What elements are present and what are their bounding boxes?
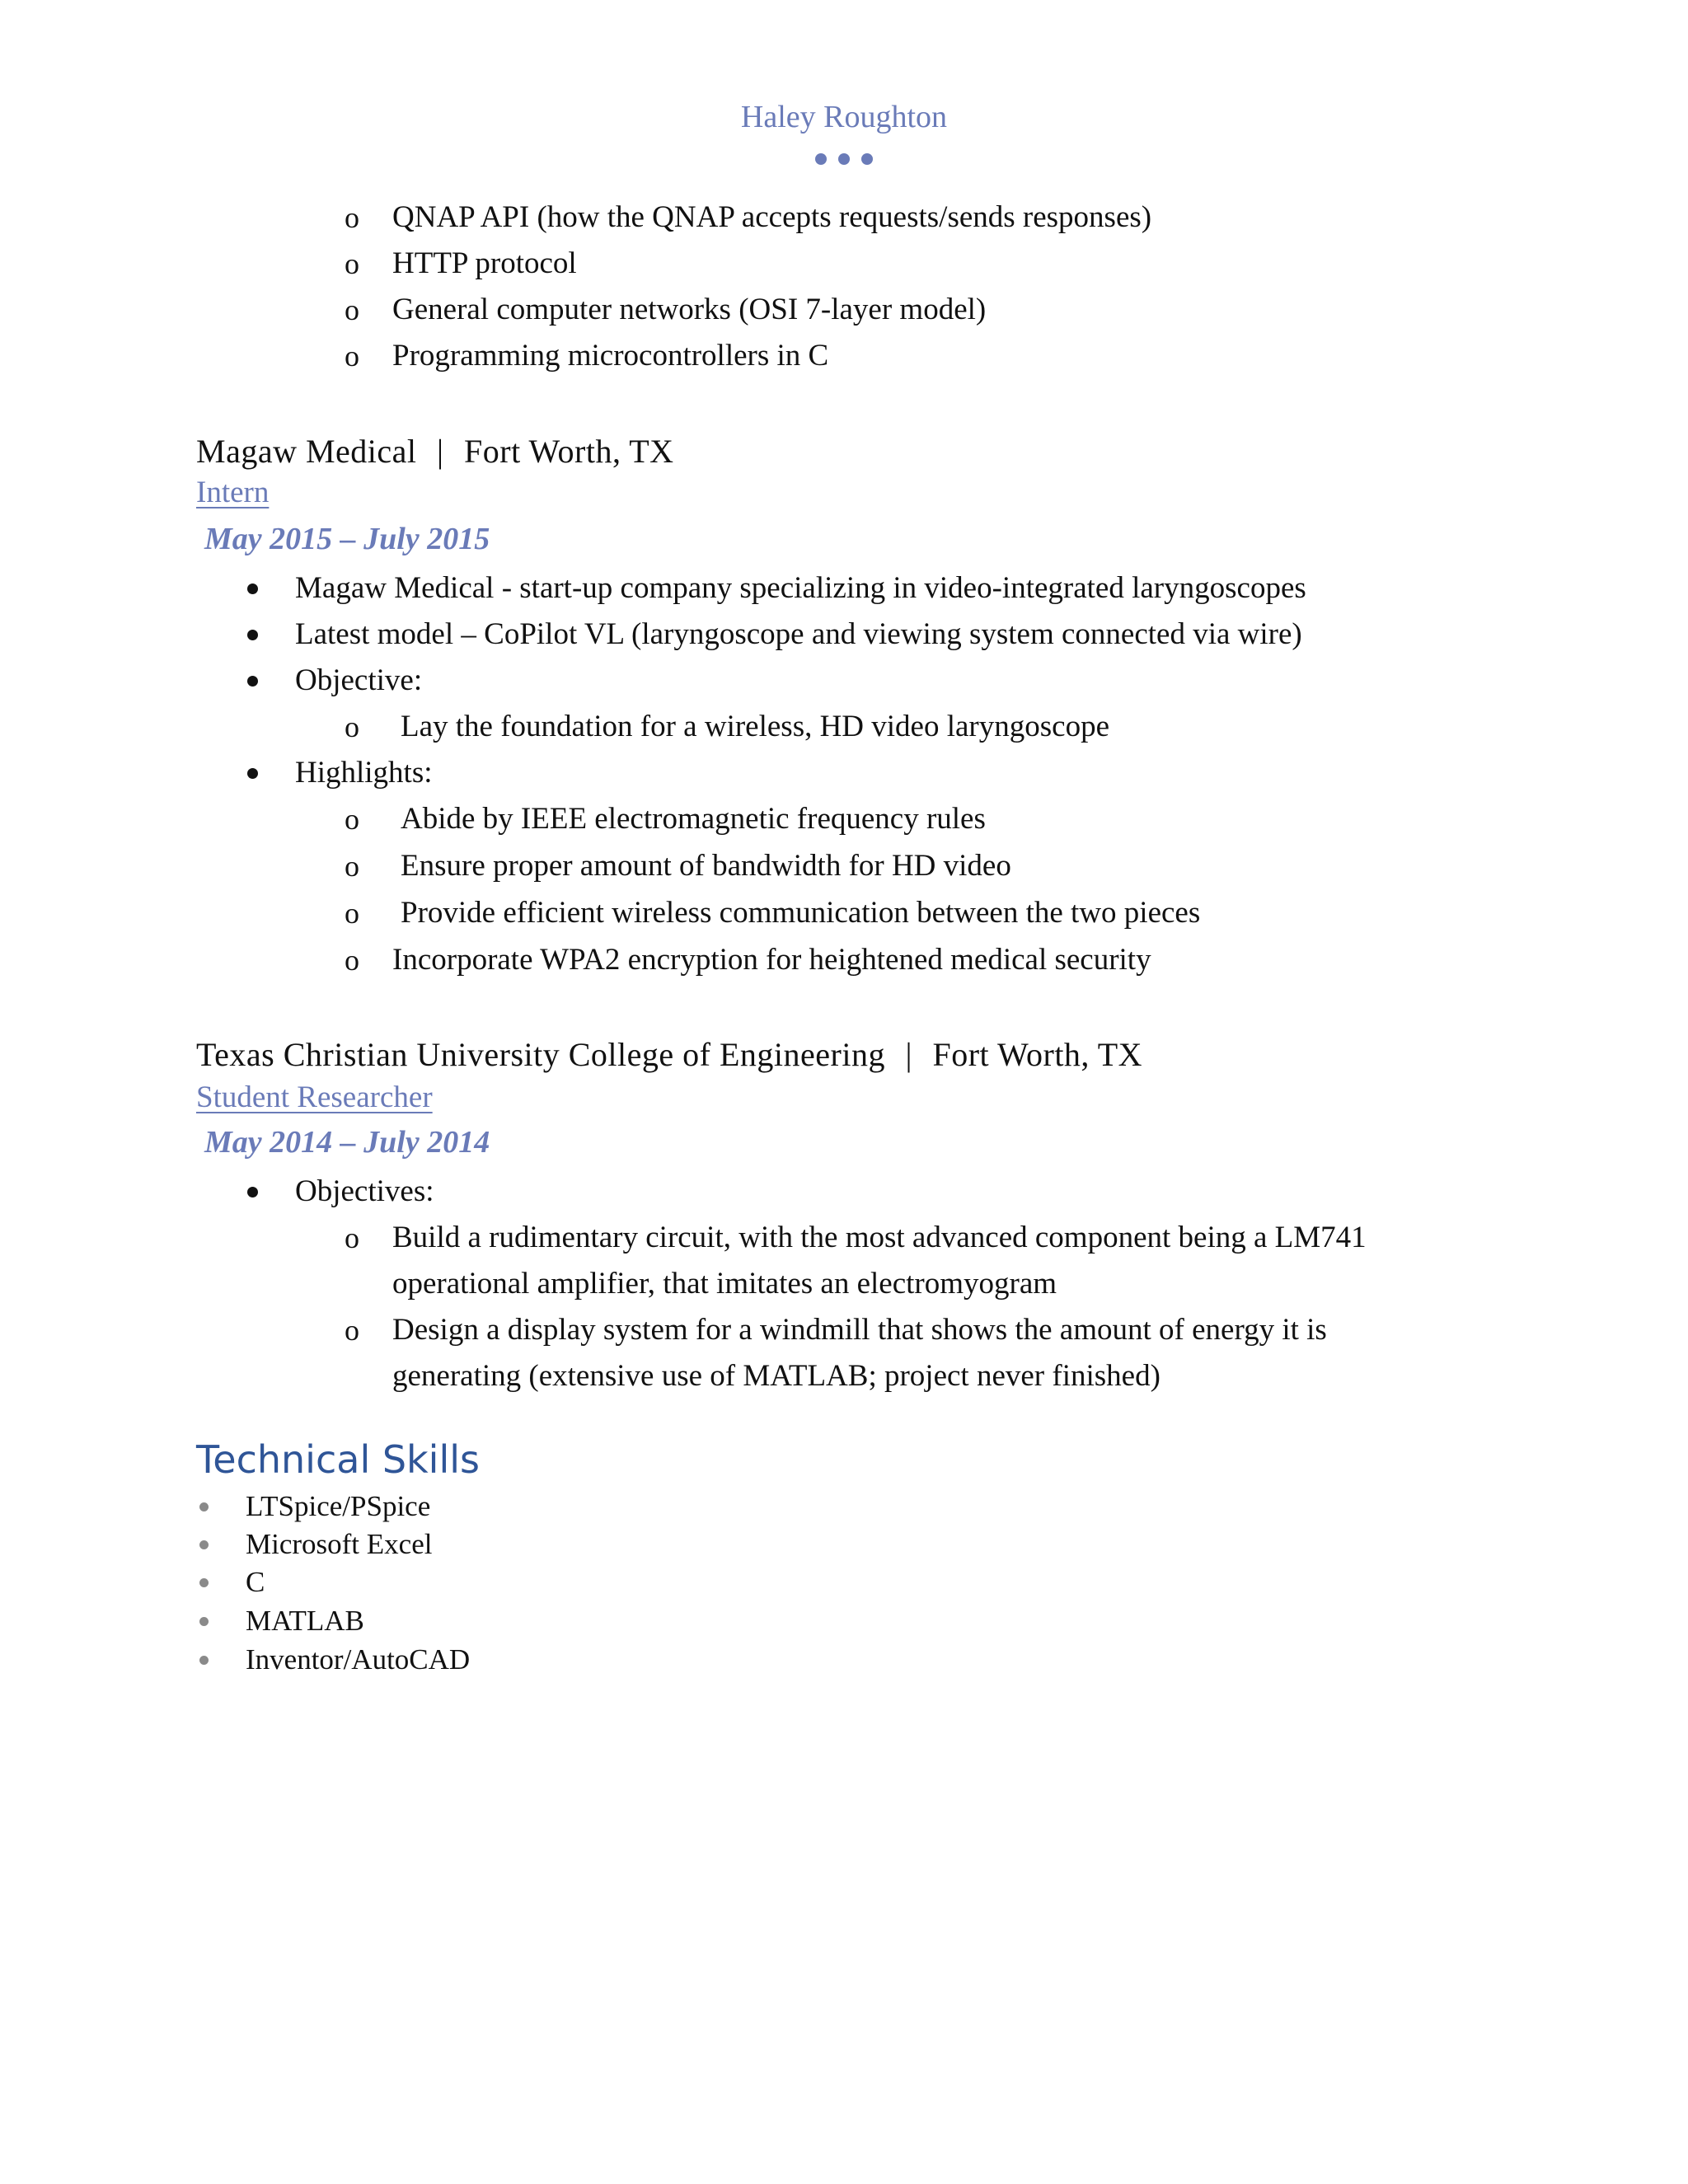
header-dot <box>861 153 873 165</box>
job-company-line <box>196 1035 1142 1075</box>
list-item-line: Build a rudimentary circuit, with the most advanced component being a LM741 <box>392 1221 1367 1254</box>
job-dates: May 2015 – July 2015 <box>204 522 490 556</box>
header-dot <box>815 153 827 165</box>
list-item: Magaw Medical - start-up company specializing in video-integrated laryngoscopes <box>295 571 1306 605</box>
list-item: Objective: <box>295 663 423 697</box>
bullet-marker <box>247 630 258 640</box>
sub-bullet-marker: o <box>345 340 359 373</box>
sub-bullet-marker: o <box>345 897 359 930</box>
skill-bullet-marker <box>199 1656 209 1665</box>
sub-bullet-marker: o <box>345 803 359 836</box>
sub-bullet-marker: o <box>345 1221 359 1254</box>
header-dots-decoration <box>0 153 1688 165</box>
bullet-marker <box>247 583 258 594</box>
job-role: Intern <box>196 476 270 509</box>
skill-item: C <box>246 1566 265 1598</box>
list-item: General computer networks (OSI 7-layer model) <box>392 293 987 326</box>
skill-item: LTSpice/PSpice <box>246 1490 431 1522</box>
skill-bullet-marker <box>199 1502 209 1511</box>
sub-bullet-marker: o <box>345 944 359 977</box>
list-item: Provide efficient wireless communication between the two pieces <box>401 896 1201 930</box>
list-item: QNAP API (how the QNAP accepts requests/sends responses) <box>392 200 1152 234</box>
job-separator: | <box>437 433 444 470</box>
skill-bullet-marker <box>199 1540 209 1549</box>
job-dates: May 2014 – July 2014 <box>204 1125 490 1160</box>
bullet-marker <box>247 768 258 779</box>
header-name: Haley Roughton <box>740 100 948 134</box>
list-item: Highlights: <box>295 756 433 790</box>
skill-item: Microsoft Excel <box>246 1528 433 1560</box>
job-location: Fort Worth, TX <box>464 433 674 470</box>
list-item: Programming microcontrollers in C <box>392 339 829 373</box>
sub-bullet-marker: o <box>345 247 359 280</box>
job-company: Texas Christian University College of Engineering <box>196 1036 885 1073</box>
skill-bullet-marker <box>199 1617 209 1626</box>
list-item-line: Design a display system for a windmill that shows the amount of energy it is <box>392 1313 1327 1347</box>
list-item-line: generating (extensive use of MATLAB; project never finished) <box>392 1359 1160 1393</box>
list-item: Latest model – CoPilot VL (laryngoscope and viewing system connected via wire) <box>295 617 1302 651</box>
bullet-marker <box>247 676 258 687</box>
list-item: Objectives: <box>295 1174 434 1208</box>
list-item: Ensure proper amount of bandwidth for HD video <box>401 849 1011 883</box>
list-item: Abide by IEEE electromagnetic frequency rules <box>401 802 986 836</box>
sub-bullet-marker: o <box>345 293 359 326</box>
sub-bullet-marker: o <box>345 710 359 743</box>
bullet-marker <box>247 1187 258 1197</box>
job-company-line <box>196 432 674 471</box>
sub-bullet-marker: o <box>345 1314 359 1347</box>
header-dot <box>838 153 850 165</box>
list-item-line: operational amplifier, that imitates an electromyogram <box>392 1267 1057 1301</box>
job-company: Magaw Medical <box>196 433 417 470</box>
sub-bullet-marker: o <box>345 201 359 234</box>
skill-bullet-marker <box>199 1578 209 1587</box>
list-item: HTTP protocol <box>392 246 577 280</box>
list-item: Lay the foundation for a wireless, HD video laryngoscope <box>401 710 1109 743</box>
skill-item: Inventor/AutoCAD <box>246 1643 471 1675</box>
skill-item: MATLAB <box>246 1605 364 1637</box>
sub-bullet-marker: o <box>345 850 359 883</box>
list-item: Incorporate WPA2 encryption for heightened medical security <box>392 943 1151 977</box>
job-location: Fort Worth, TX <box>932 1036 1143 1073</box>
job-separator: | <box>905 1036 912 1073</box>
section-heading: Technical Skills <box>196 1437 480 1482</box>
job-role: Student Researcher <box>196 1080 433 1114</box>
